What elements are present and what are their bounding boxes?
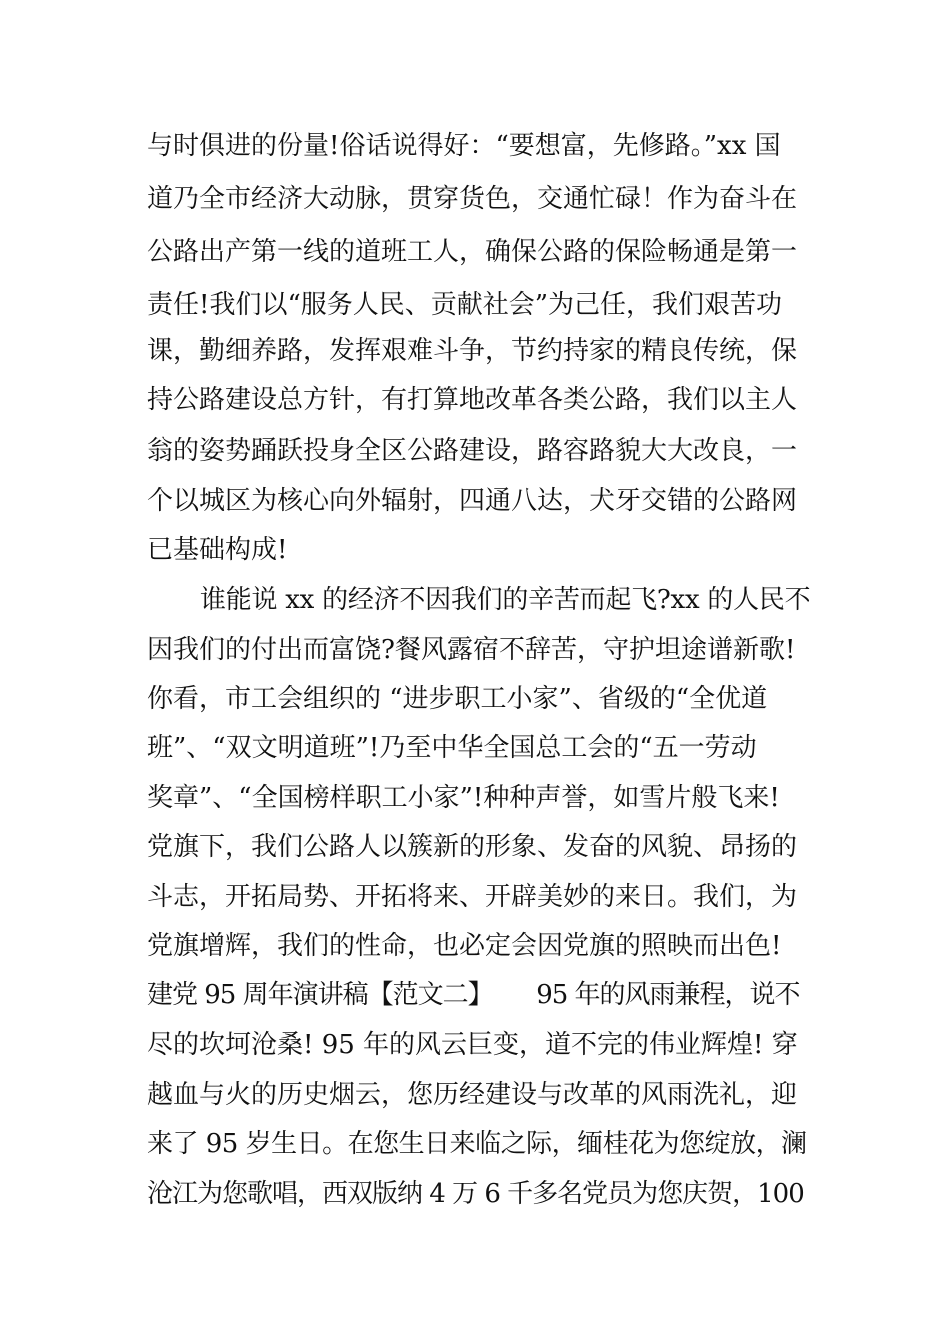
- text-line: 斗志，开拓局势、开拓将来、开辟美妙的来日。我们，为: [147, 882, 798, 912]
- text-line: 翁的姿势踊跃投身全区公路建设，路容路貌大大改良，一: [147, 436, 798, 466]
- text-line: 党旗下，我们公路人以簇新的形象、发奋的风貌、昂扬的: [147, 832, 798, 862]
- text-line: 与时俱进的份量!俗话说得好：“要想富，先修路。”xx 国: [147, 131, 781, 161]
- text-line: 已基础构成!: [147, 535, 288, 565]
- text-line: 党旗增辉，我们的性命，也必定会因党旗的照映而出色!: [147, 931, 782, 961]
- text-line: 沧江为您歌唱，西双版纳 4 万 6 千多名党员为您庆贺，100: [147, 1179, 804, 1209]
- text-line: 奖章”、“全国榜样职工小家”!种种声誉，如雪片般飞来!: [147, 783, 780, 813]
- text-line: 个以城区为核心向外辐射，四通八达，犬牙交错的公路网: [147, 486, 798, 516]
- text-line: 因我们的付出而富饶?餐风露宿不辞苦，守护坦途谱新歌!: [147, 635, 796, 665]
- text-line: 你看，市工会组织的 “进步职工小家”、省级的“全优道: [147, 684, 768, 714]
- paragraph-first-line: 谁能说 xx 的经济不因我们的辛苦而起飞?xx 的人民不: [200, 585, 811, 615]
- section-heading-line: 建党 95 周年演讲稿【范文二】 95 年的风雨兼程，说不: [147, 980, 800, 1010]
- text-line: 道乃全市经济大动脉，贯穿货色，交通忙碌！作为奋斗在: [147, 184, 798, 214]
- text-line: 班”、“双文明道班”!乃至中华全国总工会的“五一劳动: [147, 733, 757, 763]
- text-line: 课，勤细养路，发挥艰难斗争，节约持家的精良传统，保: [147, 336, 798, 366]
- text-line: 来了 95 岁生日。在您生日来临之际，缅桂花为您绽放，澜: [147, 1129, 807, 1159]
- text-line: 越血与火的历史烟云，您历经建设与改革的风雨洗礼，迎: [147, 1080, 798, 1110]
- text-line: 责任!我们以“服务人民、贡献社会”为己任，我们艰苦功: [147, 290, 783, 320]
- text-line: 持公路建设总方针，有打算地改革各类公路，我们以主人: [147, 385, 798, 415]
- text-line: 尽的坎坷沧桑! 95 年的风云巨变，道不完的伟业辉煌! 穿: [147, 1030, 798, 1060]
- text-line: 公路出产第一线的道班工人，确保公路的保险畅通是第一: [147, 237, 798, 267]
